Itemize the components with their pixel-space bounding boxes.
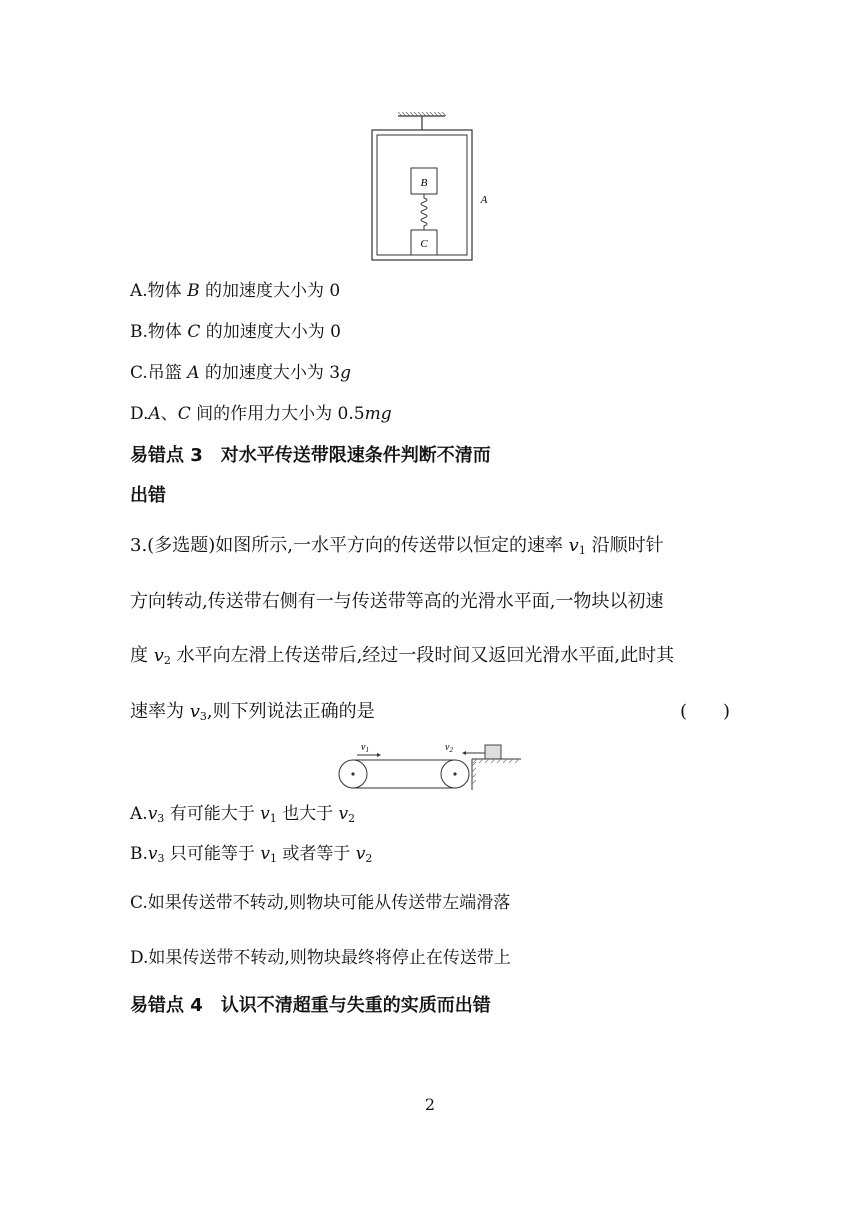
answer-parentheses: ( ) [680, 701, 731, 722]
spring [421, 194, 427, 230]
q3-option-d: D.如果传送带不转动,则物块最终将停止在传送带上 [130, 948, 511, 968]
section3-title-line1: 易错点 3 对水平传送带限速条件判断不清而 [130, 445, 491, 466]
label-v2: $v_2$ [445, 742, 453, 754]
label-a: A [480, 194, 488, 206]
question3-line3: 度 $v_2$ 水平向左滑上传送带后,经过一段时间又返回光滑水平面,此时其 [130, 645, 675, 667]
q2-option-b: B.物体 C 的加速度大小为 0 [130, 322, 341, 342]
page-number: 2 [424, 1095, 436, 1114]
question3-line4: 速率为 $v_3$,则下列说法正确的是 [130, 701, 375, 723]
slider-block [485, 745, 501, 759]
q2-option-a: A.物体 B 的加速度大小为 0 [130, 281, 341, 301]
q3-option-b: $B.v_3$ 只可能等于 $v_1$ 或者等于 $v_2$ [130, 844, 373, 865]
q2-option-d: D.A、C 间的作用力大小为 0.5mg [130, 404, 392, 424]
q3-option-a: $A.v_3$ 有可能大于 $v_1$ 也大于 $v_2$ [130, 804, 356, 825]
hanging-basket-figure [360, 110, 500, 265]
q3-option-c: C.如果传送带不转动,则物块可能从传送带左端滑落 [130, 893, 511, 913]
question3-line2: 方向转动,传送带右侧有一与传送带等高的光滑水平面,一物块以初速 [130, 591, 664, 612]
label-b: B [420, 177, 428, 189]
conveyor-belt-figure [335, 738, 525, 794]
question3-line1: 3.(多选题)如图所示,一水平方向的传送带以恒定的速率 $v_1$ 沿顺时针 [130, 535, 664, 557]
label-c: C [420, 238, 428, 250]
section3-title-line2: 出错 [130, 485, 166, 506]
label-v1: $v_1$ [361, 742, 369, 754]
section4-title: 易错点 4 认识不清超重与失重的实质而出错 [130, 995, 491, 1016]
q2-option-c: C.吊篮 A 的加速度大小为 3g [130, 363, 352, 383]
